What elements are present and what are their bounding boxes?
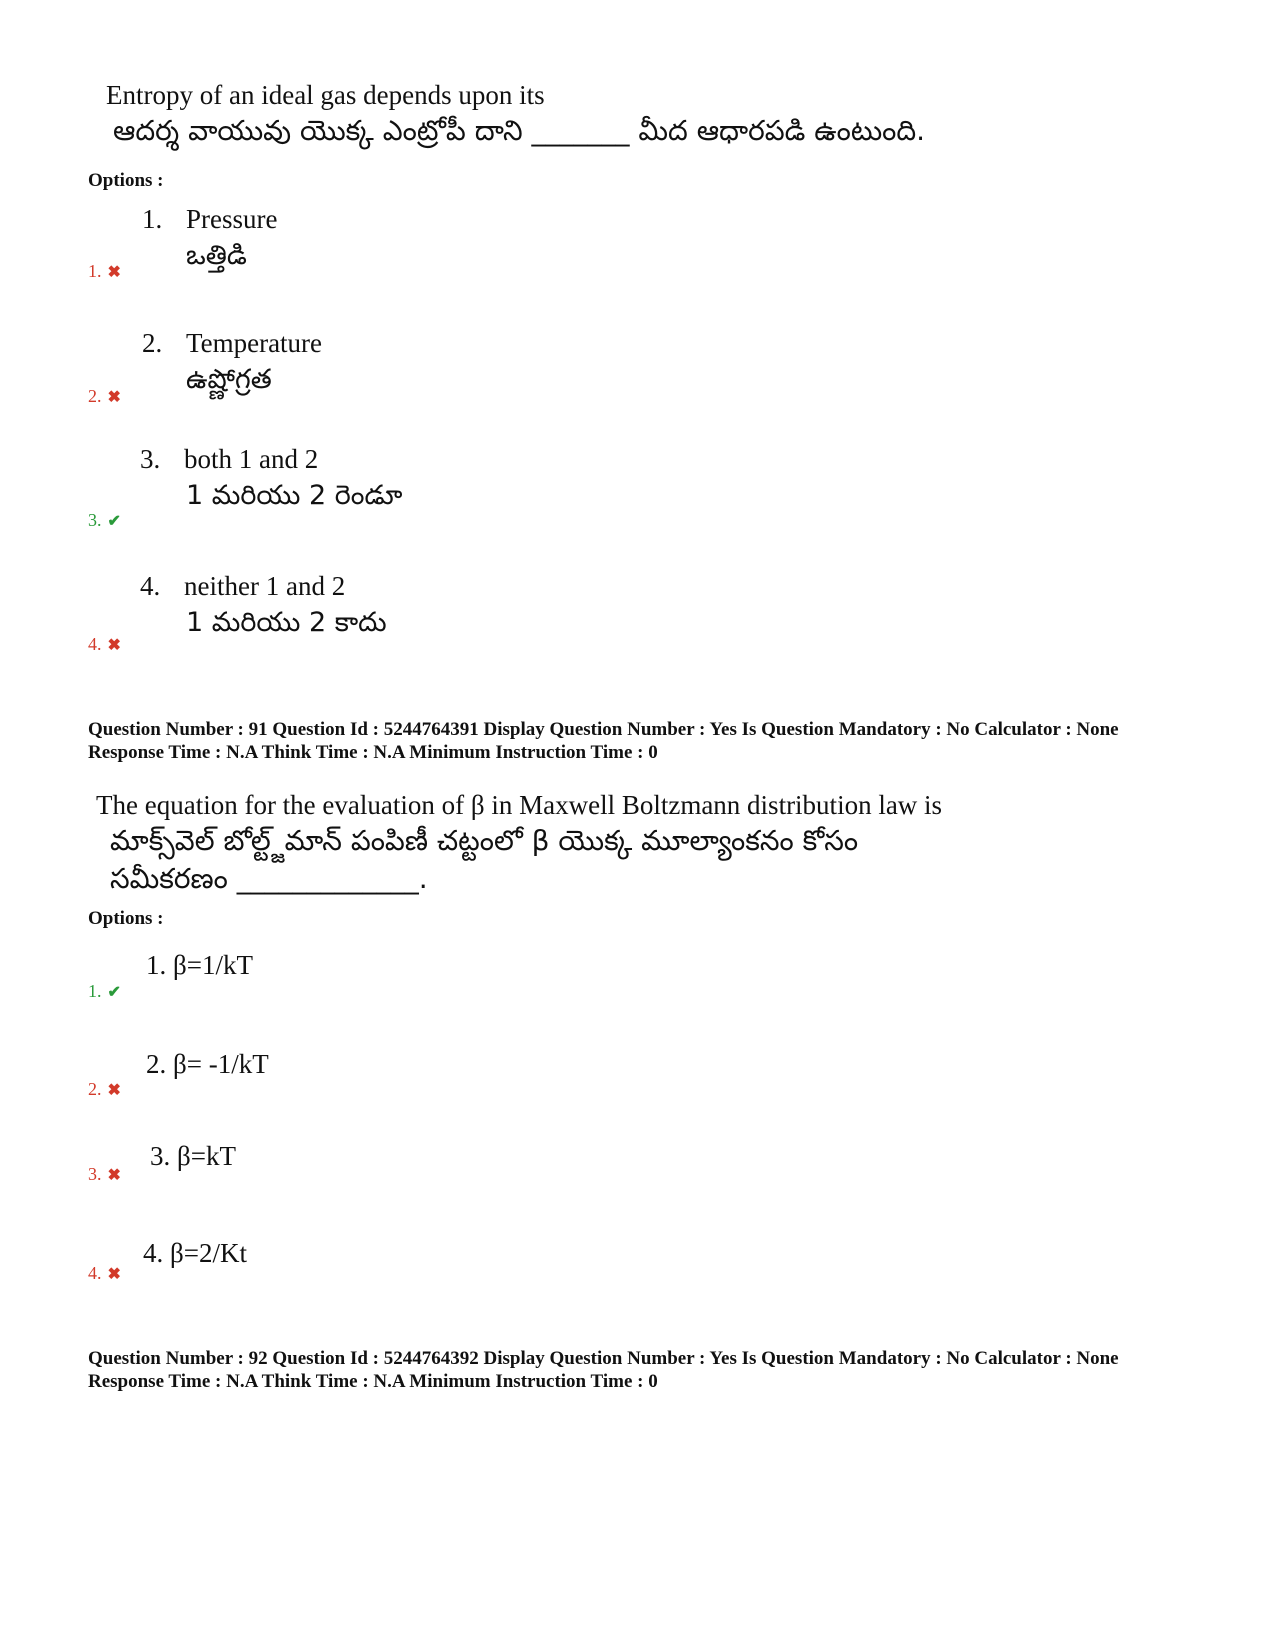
option-1-marker: 1. ✔ xyxy=(88,981,121,1001)
option-2-text-te: ఉష్ణోగ్రత xyxy=(186,364,272,395)
option-1-formula: 1. β=1/kT xyxy=(146,950,253,980)
cross-icon: ✖ xyxy=(107,1082,121,1099)
option-4-formula: 4. β=2/Kt xyxy=(143,1238,247,1268)
question-text-te: ఆదర్శ వాయువు యొక్క ఎంట్రోపీ దాని _______ మీద ఆధారపడి ఉంటుంది. xyxy=(113,114,925,147)
option-4-text-te: 1 మరియు 2 కాదు xyxy=(186,607,387,638)
option-1-marker: 1. ✖ xyxy=(88,261,121,281)
cross-icon: ✖ xyxy=(107,1266,121,1283)
option-1-text-en: 1. Pressure xyxy=(142,204,278,234)
option-3-marker: 3. ✖ xyxy=(88,1164,121,1184)
cross-icon: ✖ xyxy=(107,637,121,654)
check-icon: ✔ xyxy=(107,513,121,530)
option-4-text-en: 4. neither 1 and 2 xyxy=(140,571,346,601)
option-2-marker: 2. ✖ xyxy=(88,1079,121,1099)
option-2-formula: 2. β= -1/kT xyxy=(146,1049,269,1079)
question-meta-92: Question Number : 92 Question Id : 5244764392 Display Question Number : Yes Is Question Mandatory : No Calculator : None Response Time : N.A Think Time : N.A Minimum Instruction Time : 0 xyxy=(88,1348,1119,1392)
question-meta-91: Question Number : 91 Question Id : 5244764391 Display Question Number : Yes Is Question Mandatory : No Calculator : None Response Time : N.A Think Time : N.A Minimum Instruction Time : 0 xyxy=(88,719,1119,763)
option-4-marker: 4. ✖ xyxy=(88,634,121,654)
cross-icon: ✖ xyxy=(107,1167,121,1184)
options-label: Options : xyxy=(88,908,164,929)
check-icon: ✔ xyxy=(107,984,121,1001)
cross-icon: ✖ xyxy=(107,389,121,406)
cross-icon: ✖ xyxy=(107,264,121,281)
question-text-en: Entropy of an ideal gas depends upon its xyxy=(106,80,545,110)
option-3-text-te: 1 మరియు 2 రెండూ xyxy=(186,480,403,511)
option-1-text-te: ఒత్తిడి xyxy=(186,240,247,271)
option-3-text-en: 3. both 1 and 2 xyxy=(140,444,319,474)
option-3-formula: 3. β=kT xyxy=(150,1141,236,1171)
question-text-te-line2: సమీకరణం _____________. xyxy=(110,862,428,895)
option-3-marker: 3. ✔ xyxy=(88,510,121,530)
option-4-marker: 4. ✖ xyxy=(88,1263,121,1283)
question-text-en: The equation for the evaluation of β in Maxwell Boltzmann distribution law is xyxy=(96,790,943,820)
option-2-marker: 2. ✖ xyxy=(88,386,121,406)
question-text-te-line1: మాక్స్‌వెల్ బోల్ట్జ్‌మాన్ పంపిణీ చట్టంలో β యొక్క మూల్యాంకనం కోసం xyxy=(110,824,859,857)
options-label: Options : xyxy=(88,170,164,191)
option-2-text-en: 2. Temperature xyxy=(142,328,323,358)
